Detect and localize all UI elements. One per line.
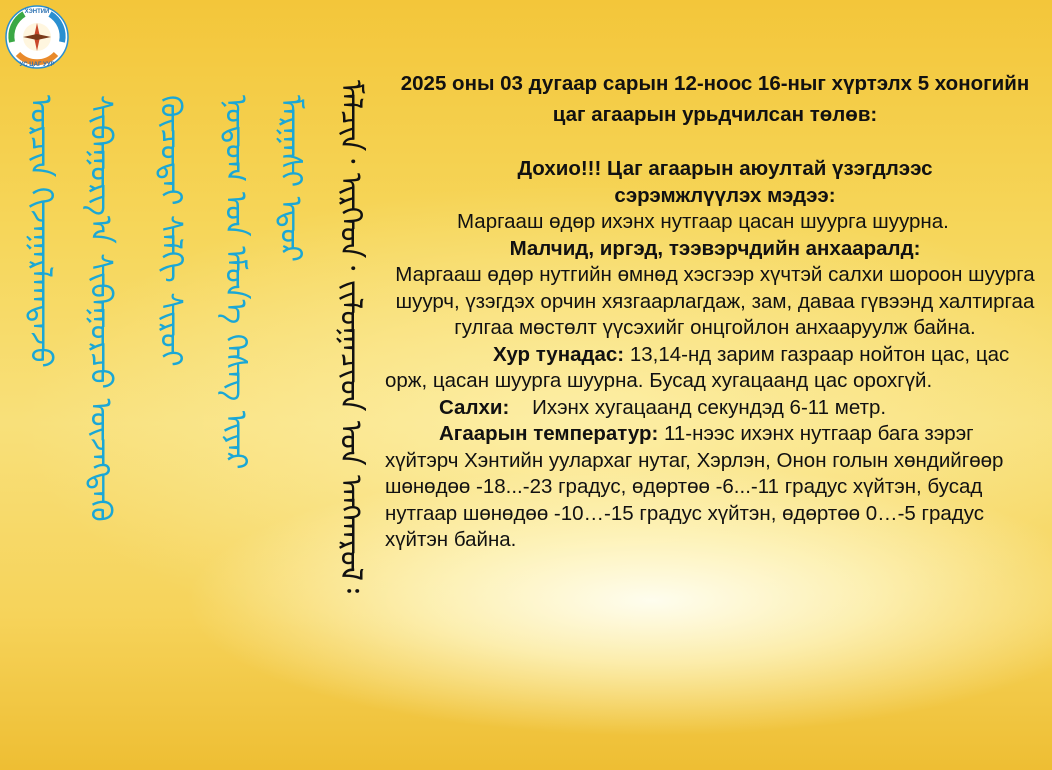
- attention-text: Маргааш өдөр нутгийн өмнөд хэсгээр хүчтэй салхи шороон шуурга шуурч, үзэгдэх орчин хязгаарлагдаж, зам, даваа гүвээнд халтиргаа гулгаа мөстөлт үүсэхийг онцгойлон анхааруулж байна.: [395, 263, 1035, 339]
- warning-text: Маргааш өдөр ихэнх нутгаар цасан шуурга шуурна.: [457, 210, 949, 233]
- precipitation-paragraph: [385, 342, 1045, 395]
- mongolian-script-column-6: ᠣᠷᠴᠢᠨ ᠬᠢᠵᠠᠭᠠᠷᠯᠠᠭᠳᠠᠵᠤ: [23, 95, 58, 368]
- mongolian-script-column-1: ᠮᠠᠯᠴᠢᠨ᠂ ᠢᠷᠭᠡᠳ᠂ ᠵᠢᠯᠤᠭᠠᠴᠢᠳ ᠤᠨ ᠠᠩᠬᠠᠷᠤᠯ᠄: [333, 80, 368, 594]
- mongolian-script-column-2: ᠮᠠᠷᠭᠠᠰᠢ ᠡᠳᠦᠷ: [273, 95, 308, 263]
- warning-heading: Дохио!!! Цаг агаарын аюултай үзэгдлээс сэрэмжлүүлэх мэдээ:: [517, 157, 933, 207]
- agency-logo: [4, 4, 70, 70]
- precipitation-label: Хур тунадас:: [493, 342, 625, 366]
- logo-top-text: ХЭНТИЙ: [24, 9, 50, 15]
- temperature-text: 11-нээс ихэнх нутгаар бага зэрэг хүйтэрч Хэнтийн уулархаг нутаг, Хэрлэн, Онон голын хөндийгөөр шөнөдөө -18...-23 градус, өдөртөө -6...-11 градус хүйтэн, бусад нутгаар шөнөдөө -10…-15 градус хүйтэн, өдөртөө 0…-5 градус хүйтэн байна.: [385, 422, 1004, 551]
- mongolian-script-column-4: ᠬᠦᠴᠦᠲᠡᠢ ᠰᠠᠯᠬᠢ ᠱᠢᠷᠤᠢ: [153, 95, 188, 367]
- precipitation-text: 13,14-нд зарим газраар нойтон цас, цас орж, цасан шуурга шуурна. Бусад хугацаанд цас орохгүй.: [385, 342, 1010, 392]
- mongolian-script-column-3: ᠨᠤᠲᠤᠭ ᠤᠨ ᠡᠮᠦᠨ᠎ᠡ ᠬᠡᠰᠡᠭ ᠢᠶᠡᠷ: [218, 95, 253, 470]
- forecast-text-block: [385, 68, 1045, 554]
- mongolian-script-column-5: ᠰᠢᠪᠠᠭᠤᠷᠭ᠎ᠠ ᠰᠢᠪᠠᠭᠤᠷᠴᠤ ᠦᠵᠡᠭᠳᠡᠬᠦ: [83, 95, 118, 522]
- temperature-label: Агаарын температур:: [439, 422, 659, 445]
- wind-text: Ихэнх хугацаанд секундэд 6-11 метр.: [532, 395, 887, 419]
- temperature-paragraph: [385, 421, 1045, 554]
- attention-heading: Малчид, иргэд, тээвэрчдийн анхааралд:: [509, 236, 921, 260]
- logo-bottom-text: УС ЦАГ УУР: [19, 62, 55, 68]
- wind-label: Салхи:: [439, 395, 510, 419]
- wind-paragraph: [385, 395, 1045, 422]
- forecast-title: 2025 оны 03 дугаар сарын 12-ноос 16-ныг хүртэлх 5 хоногийн цаг агаарын урьдчилсан төлөв:: [400, 72, 1030, 126]
